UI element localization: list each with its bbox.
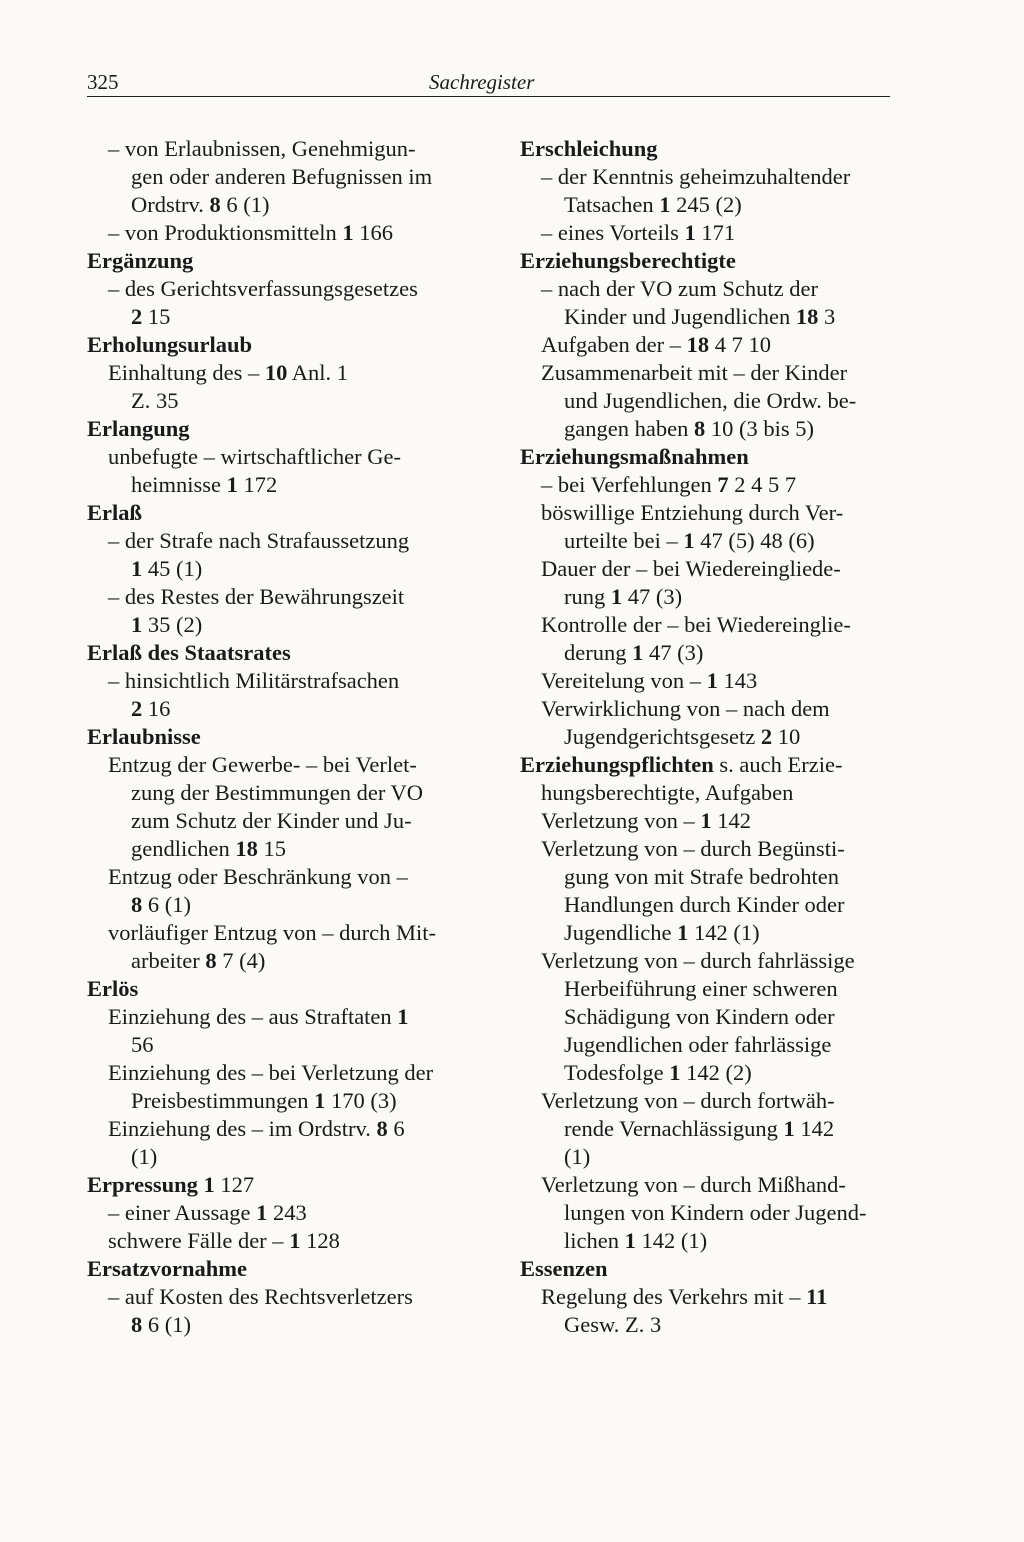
entry-text: 127 [214, 1172, 255, 1197]
entry-text: 15 [257, 836, 286, 861]
bold-text: 1 [342, 220, 354, 245]
entry-text: gendlichen [131, 836, 236, 861]
index-entry [87, 135, 467, 163]
entry-text: 245 (2) [670, 192, 742, 217]
bold-text: Essenzen [520, 1256, 608, 1281]
entry-text: – hinsichtlich Militärstrafsachen [108, 668, 400, 693]
entry-text: 6 (1) [220, 192, 270, 217]
entry-text: 6 [387, 1116, 405, 1141]
entry-text: gen oder anderen Befugnissen im [131, 164, 433, 189]
entry-text: vorläufiger Entzug von – durch Mit- [108, 920, 437, 945]
entry-text: zum Schutz der Kinder und Ju- [131, 808, 412, 833]
entry-text: unbefugte – wirtschaftlicher Ge- [108, 444, 402, 469]
entry-text: 3 [818, 304, 836, 329]
bold-text: Ersatzvornahme [87, 1256, 247, 1281]
index-entry [87, 583, 467, 611]
bold-text: Erziehungsberechtigte [520, 248, 736, 273]
index-entry [520, 1311, 892, 1339]
index-entry [520, 947, 892, 975]
bold-text: 2 [131, 304, 143, 329]
index-entry [87, 1199, 467, 1227]
index-entry [520, 807, 892, 835]
entry-text: Tatsachen [564, 192, 660, 217]
entry-text: hungsberechtigte, Aufgaben [541, 780, 794, 805]
entry-text: Preisbestimmungen [131, 1088, 315, 1113]
index-entry [87, 919, 467, 947]
entry-text: 143 [717, 668, 758, 693]
index-entry [87, 219, 467, 247]
bold-text: 1 [669, 1060, 681, 1085]
entry-text: – des Gerichtsverfassungsgesetzes [108, 276, 418, 301]
entry-text: Einziehung des – bei Verletzung der [108, 1060, 434, 1085]
index-entry [520, 415, 892, 443]
entry-text: 10 [772, 724, 801, 749]
entry-text: zung der Bestimmungen der VO [131, 780, 424, 805]
index-entry [520, 303, 892, 331]
entry-text: – nach der VO zum Schutz der [541, 276, 818, 301]
entry-text: 35 (2) [142, 612, 203, 637]
index-heading [87, 415, 467, 443]
index-entry [520, 1143, 892, 1171]
bold-text: 18 [235, 836, 258, 861]
index-entry [87, 191, 467, 219]
index-entry [87, 751, 467, 779]
bold-text: 1 [684, 220, 696, 245]
bold-text: 1 [226, 472, 238, 497]
index-entry [87, 359, 467, 387]
entry-text: Kontrolle der – bei Wiedereinglie- [541, 612, 851, 637]
entry-text: Kinder und Jugendlichen [564, 304, 796, 329]
entry-text: Jugendlichen oder fahrlässige [564, 1032, 832, 1057]
entry-text: Verletzung von – durch Begünsti- [541, 836, 845, 861]
index-entry [520, 779, 892, 807]
index-entry [520, 1199, 892, 1227]
index-entry [520, 331, 892, 359]
entry-text: 47 (3) [622, 584, 683, 609]
entry-text: Einziehung des – im Ordstrv. [108, 1116, 377, 1141]
index-entry [87, 275, 467, 303]
bold-text: Ergänzung [87, 248, 194, 273]
index-entry [87, 1087, 467, 1115]
right-index-column [520, 135, 892, 1339]
entry-text: Vereitelung von – [541, 668, 707, 693]
index-entry [87, 835, 467, 863]
bold-text: 8 [693, 416, 706, 441]
index-entry [520, 1227, 892, 1255]
index-entry [520, 863, 892, 891]
entry-text: urteilte bei – [564, 528, 684, 553]
bold-text: 1 [203, 1172, 215, 1197]
entry-text: böswillige Entziehung durch Ver- [541, 500, 844, 525]
bold-text: 1 [314, 1088, 326, 1113]
bold-text: Erziehungspflichten [520, 752, 714, 777]
entry-text: Handlungen durch Kinder oder [564, 892, 845, 917]
index-heading [87, 499, 467, 527]
entry-text: – von Produktionsmitteln [108, 220, 343, 245]
bold-text: 1 [131, 556, 143, 581]
entry-text: 45 (1) [142, 556, 203, 581]
entry-text: Aufgaben der – [541, 332, 687, 357]
bold-text: 8 [205, 948, 217, 973]
page-header [87, 68, 890, 97]
index-entry [87, 947, 467, 975]
index-entry [87, 1227, 467, 1255]
index-heading [87, 639, 467, 667]
bold-text: 8 [131, 1312, 143, 1337]
entry-text: 166 [353, 220, 394, 245]
bold-text: 18 [795, 304, 819, 329]
bold-text: 2 [131, 696, 143, 721]
index-entry [520, 975, 892, 1003]
index-entry [87, 1031, 467, 1059]
entry-text: Ordstrv. [131, 192, 210, 217]
index-entry [520, 583, 892, 611]
index-heading [87, 247, 467, 275]
bold-text: Erlangung [87, 416, 190, 441]
index-entry [87, 555, 467, 583]
index-entry [520, 919, 892, 947]
entry-text: Herbeiführung einer schweren [564, 976, 838, 1001]
entry-text: Anl. 1 [287, 360, 348, 385]
entry-text: 2 4 5 7 [728, 472, 797, 497]
index-entry [520, 163, 892, 191]
page-number: 325 [87, 70, 119, 94]
running-title: Sachregister [429, 70, 535, 94]
entry-text: 142 [794, 1116, 835, 1141]
index-entry [520, 275, 892, 303]
entry-text: rung [564, 584, 611, 609]
index-entry [520, 471, 892, 499]
entry-text: Verwirklichung von – nach dem [541, 696, 830, 721]
entry-text: Entzug oder Beschränkung von – [108, 864, 408, 889]
entry-text: – des Restes der Bewährungszeit [108, 584, 405, 609]
index-entry [520, 1059, 892, 1087]
index-entry [520, 835, 892, 863]
bold-text: 1 [706, 668, 718, 693]
entry-text: (1) [131, 1144, 158, 1169]
index-entry [520, 891, 892, 919]
entry-text: lichen [564, 1228, 625, 1253]
entry-text: derung [564, 640, 633, 665]
entry-text: s. auch Erzie- [713, 752, 843, 777]
entry-text: 6 (1) [142, 1312, 191, 1337]
bold-text: 8 [209, 192, 221, 217]
entry-text: lungen von Kindern oder Jugend- [564, 1200, 867, 1225]
entry-text: Schädigung von Kindern oder [564, 1004, 835, 1029]
index-entry [87, 163, 467, 191]
bold-text: 1 [624, 1228, 636, 1253]
index-heading [87, 331, 467, 359]
entry-text: – auf Kosten des Rechtsverletzers [108, 1284, 413, 1309]
bold-text: 2 [760, 724, 773, 749]
bold-text: Erlaubnisse [87, 724, 201, 749]
bold-text: 1 [610, 584, 623, 609]
index-entry [520, 723, 892, 751]
entry-text: und Jugendlichen, die Ordw. be- [564, 388, 857, 413]
index-entry [87, 611, 467, 639]
bold-text: 1 [783, 1116, 795, 1141]
index-entry [520, 611, 892, 639]
entry-text: Z. 35 [131, 388, 179, 413]
index-entry [87, 471, 467, 499]
index-entry [87, 1115, 467, 1143]
index-entry [87, 387, 467, 415]
entry-text: 15 [142, 304, 171, 329]
index-entry [87, 1059, 467, 1087]
bold-text: Erpressung [87, 1172, 198, 1197]
bold-text: Erholungsurlaub [87, 332, 253, 357]
index-entry [520, 527, 892, 555]
entry-text: – einer Aussage [108, 1200, 257, 1225]
bold-text: Erlaß [87, 500, 143, 525]
entry-text: 47 (5) 48 (6) [694, 528, 815, 553]
bold-text: 1 [632, 640, 644, 665]
index-entry [87, 1003, 467, 1031]
index-heading [520, 751, 892, 779]
entry-text: Verletzung von – durch fahrlässige [541, 948, 855, 973]
index-entry [87, 1143, 467, 1171]
entry-text: heimnisse [131, 472, 227, 497]
entry-text: Verletzung von – [541, 808, 701, 833]
entry-text: 243 [267, 1200, 307, 1225]
entry-text: schwere Fälle der – [108, 1228, 290, 1253]
entry-text: 172 [237, 472, 278, 497]
index-entry [87, 667, 467, 695]
index-heading [520, 135, 892, 163]
entry-text: 142 (2) [680, 1060, 752, 1085]
bold-text: 1 [659, 192, 671, 217]
bold-text: 1 [683, 528, 695, 553]
entry-text: Regelung des Verkehrs mit – [541, 1284, 807, 1309]
entry-text: 170 (3) [325, 1088, 397, 1113]
index-entry [87, 1283, 467, 1311]
index-entry [87, 807, 467, 835]
index-entry [520, 667, 892, 695]
entry-text: 142 (1) [635, 1228, 708, 1253]
bold-text: 7 [717, 472, 729, 497]
entry-text: Einhaltung des – [108, 360, 265, 385]
index-entry [87, 863, 467, 891]
entry-text: 6 (1) [142, 892, 191, 917]
entry-text: – bei Verfehlungen [541, 472, 718, 497]
bold-text: Erschleichung [520, 136, 658, 161]
entry-text: gung von mit Strafe bedrohten [564, 864, 839, 889]
bold-text: 18 [686, 332, 710, 357]
index-entry [87, 695, 467, 723]
index-entry [520, 1171, 892, 1199]
index-entry [520, 695, 892, 723]
entry-text: gangen haben [564, 416, 694, 441]
entry-text: 16 [142, 696, 171, 721]
index-entry [520, 219, 892, 247]
entry-text: arbeiter [131, 948, 206, 973]
index-heading [87, 975, 467, 1003]
index-heading [87, 1171, 467, 1199]
entry-text: 4 7 10 [709, 332, 771, 357]
index-heading [520, 1255, 892, 1283]
bold-text: Erlaß des Staatsrates [87, 640, 291, 665]
bold-text: Erlös [87, 976, 139, 1001]
index-entry [520, 191, 892, 219]
entry-text: Verletzung von – durch Mißhand- [541, 1172, 846, 1197]
index-entry [520, 1087, 892, 1115]
entry-text: Zusammenarbeit mit – der Kinder [541, 360, 848, 385]
index-entry [520, 359, 892, 387]
bold-text: 1 [289, 1228, 301, 1253]
entry-text: – eines Vorteils [541, 220, 685, 245]
index-entry [87, 303, 467, 331]
index-entry [87, 1311, 467, 1339]
bold-text: 1 [256, 1200, 268, 1225]
index-entry [520, 1115, 892, 1143]
bold-text: 10 [264, 360, 288, 385]
bold-text: Erziehungsmaßnahmen [520, 444, 749, 469]
entry-text: 47 (3) [643, 640, 704, 665]
entry-text: Gesw. Z. 3 [564, 1312, 662, 1337]
index-entry [87, 527, 467, 555]
entry-text: Verletzung von – durch fortwäh- [541, 1088, 835, 1113]
entry-text: – der Strafe nach Strafaussetzung [108, 528, 410, 553]
index-entry [520, 555, 892, 583]
index-heading [520, 443, 892, 471]
bold-text: 1 [397, 1004, 409, 1029]
entry-text: Dauer der – bei Wiedereingliede- [541, 556, 841, 581]
bold-text: 8 [131, 892, 143, 917]
entry-text: 10 (3 bis 5) [705, 416, 814, 441]
index-heading [87, 723, 467, 751]
index-entry [520, 639, 892, 667]
entry-text: Todesfolge [564, 1060, 670, 1085]
index-entry [520, 387, 892, 415]
index-entry [520, 499, 892, 527]
bold-text: 1 [677, 920, 689, 945]
entry-text: 142 [711, 808, 751, 833]
entry-text: 128 [300, 1228, 340, 1253]
entry-text: 7 (4) [216, 948, 266, 973]
index-entry [520, 1283, 892, 1311]
entry-text: Jugendgerichtsgesetz [564, 724, 761, 749]
index-entry [520, 1003, 892, 1031]
left-index-column [87, 135, 467, 1339]
bold-text: 11 [806, 1284, 828, 1309]
entry-text: Einziehung des – aus Straftaten [108, 1004, 398, 1029]
index-heading [520, 247, 892, 275]
entry-text: (1) [564, 1144, 591, 1169]
entry-text: 171 [695, 220, 736, 245]
index-entry [87, 779, 467, 807]
entry-text: – der Kenntnis geheimzuhaltender [541, 164, 851, 189]
entry-text: rende Vernachlässigung [564, 1116, 784, 1141]
entry-text: – von Erlaubnissen, Genehmigun- [108, 136, 416, 161]
index-entry [520, 1031, 892, 1059]
bold-text: 1 [131, 612, 143, 637]
entry-text: 142 (1) [688, 920, 760, 945]
entry-text: Entzug der Gewerbe- – bei Verlet- [108, 752, 417, 777]
index-entry [87, 891, 467, 919]
entry-text: Jugendliche [564, 920, 678, 945]
entry-text: 56 [131, 1032, 154, 1057]
index-heading [87, 1255, 467, 1283]
bold-text: 1 [700, 808, 712, 833]
bold-text: 8 [376, 1116, 388, 1141]
index-entry [87, 443, 467, 471]
